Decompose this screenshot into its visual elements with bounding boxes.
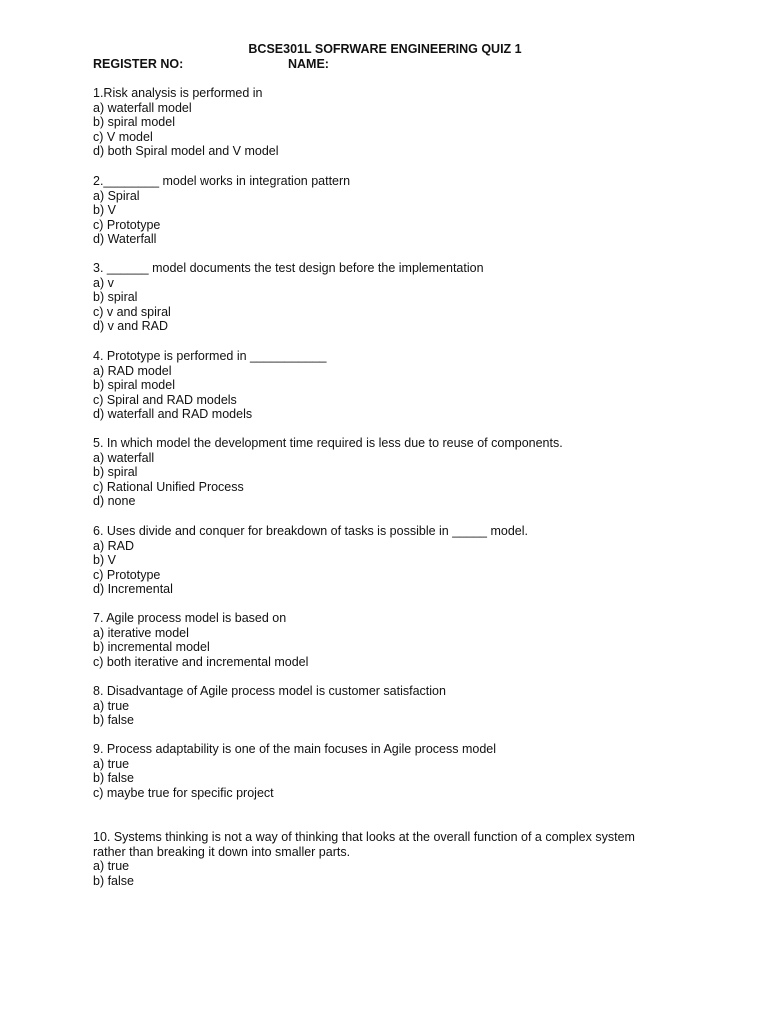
answer-option: c) Spiral and RAD models xyxy=(93,392,237,407)
question-6 xyxy=(93,524,673,597)
answer-option: b) false xyxy=(93,873,134,888)
question-1 xyxy=(93,86,673,159)
question-stem: 8. Disadvantage of Agile process model is customer satisfaction xyxy=(93,684,446,698)
answer-option: a) RAD xyxy=(93,538,134,553)
question-stem: 10. Systems thinking is not a way of thinking that looks at the overall function of a complex system rather than breaking it down into smaller parts. xyxy=(93,830,635,859)
question-2 xyxy=(93,174,673,247)
answer-option: b) spiral xyxy=(93,290,138,305)
question-stem: 4. Prototype is performed in ___________ xyxy=(93,349,327,363)
question-stem: 2.________ model works in integration pattern xyxy=(93,174,351,188)
answer-option: b) spiral model xyxy=(93,115,175,130)
question-5 xyxy=(93,436,673,509)
answer-option: b) spiral xyxy=(93,465,138,480)
question-stem: 5. In which model the development time required is less due to reuse of components. xyxy=(93,436,563,450)
answer-option: a) Spiral xyxy=(93,188,140,203)
answer-option: c) Prototype xyxy=(93,217,161,232)
answer-option: c) Prototype xyxy=(93,567,161,582)
question-4 xyxy=(93,349,673,422)
answer-option: b) false xyxy=(93,713,134,728)
question-7 xyxy=(93,611,673,669)
answer-option: d) v and RAD xyxy=(93,319,169,334)
question-stem: 7. Agile process model is based on xyxy=(93,611,287,625)
question-stem: 3. ______ model documents the test design before the implementation xyxy=(93,261,484,275)
answer-option: a) true xyxy=(93,859,130,874)
answer-option: c) Rational Unified Process xyxy=(93,479,244,494)
answer-option: b) false xyxy=(93,771,134,786)
question-stem: 6. Uses divide and conquer for breakdown of tasks is possible in _____ model. xyxy=(93,524,528,538)
answer-option: c) v and spiral xyxy=(93,304,171,319)
answer-option: a) waterfall model xyxy=(93,100,192,115)
question-10 xyxy=(93,830,668,888)
answer-option: b) incremental model xyxy=(93,640,210,655)
register-number-label: REGISTER NO: xyxy=(93,57,184,71)
answer-option: c) V model xyxy=(93,129,153,144)
answer-option: c) maybe true for specific project xyxy=(93,785,274,800)
answer-option: a) RAD model xyxy=(93,363,172,378)
answer-option: d) both Spiral model and V model xyxy=(93,144,279,159)
answer-option: a) true xyxy=(93,756,130,771)
answer-option: d) Waterfall xyxy=(93,232,157,247)
answer-option: a) waterfall xyxy=(93,450,155,465)
answer-option: a) true xyxy=(93,698,130,713)
question-stem: 9. Process adaptability is one of the main focuses in Agile process model xyxy=(93,742,496,756)
name-label: NAME: xyxy=(288,57,329,71)
answer-option: d) none xyxy=(93,494,136,509)
question-3 xyxy=(93,261,673,334)
answer-option: b) spiral model xyxy=(93,378,175,393)
answer-option: d) waterfall and RAD models xyxy=(93,407,253,422)
answer-option: d) Incremental xyxy=(93,582,173,597)
answer-option: a) iterative model xyxy=(93,625,189,640)
answer-option: b) V xyxy=(93,553,116,568)
answer-option: b) V xyxy=(93,203,116,218)
question-8 xyxy=(93,684,673,728)
answer-option: c) both iterative and incremental model xyxy=(93,654,309,669)
question-9 xyxy=(93,742,673,800)
answer-option: a) v xyxy=(93,275,114,290)
question-stem: 1.Risk analysis is performed in xyxy=(93,86,263,100)
document-title: BCSE301L SOFRWARE ENGINEERING QUIZ 1 xyxy=(248,42,522,56)
